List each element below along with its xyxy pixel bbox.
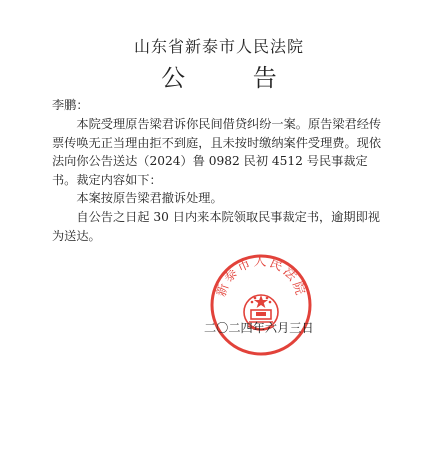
paragraph-notice: 自公告之日起 30 日内来本院领取民事裁定书，逾期即视为送达。 (52, 210, 380, 243)
addressee: 李鹏： (52, 98, 89, 112)
court-name: 山东省新泰市人民法院 (133, 37, 304, 56)
court-seal-icon (208, 252, 314, 358)
paragraph-ruling: 本案按原告梁君撤诉处理。 (76, 191, 223, 205)
document-title: 公 告 (161, 64, 307, 92)
seal-text: 新泰市人民法院 (213, 254, 309, 299)
issue-date: 二〇二四年六月三日 (204, 321, 314, 335)
paragraph-case: 本院受理原告梁君诉你民间借贷纠纷一案。原告梁君经传票传唤无正当理由拒不到庭，且未按时缴纳案件受理费。现依法向你公告送达（2024）鲁 0982 民初 4512 号民事裁定书。裁定内容如下： (52, 117, 382, 187)
